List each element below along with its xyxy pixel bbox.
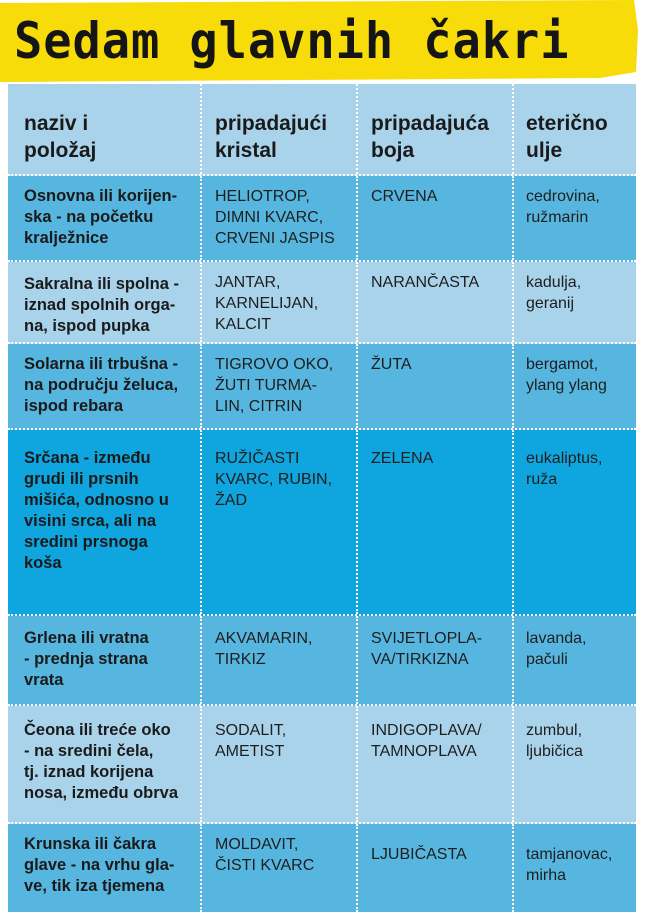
table-row bbox=[8, 344, 636, 430]
color-cell: ZELENA bbox=[356, 430, 512, 614]
color-cell: INDIGOPLAVA/ TAMNOPLAVA bbox=[356, 706, 512, 822]
crystal-cell: MOLDAVIT, ČISTI KVARC bbox=[200, 824, 356, 912]
chakra-name-cell: Sakralna ili spolna - iznad spolnih orga- na, ispod pupka bbox=[24, 275, 179, 335]
crystal-cell: HELIOTROP, DIMNI KVARC, CRVENI JASPIS bbox=[200, 176, 356, 260]
table-row bbox=[8, 176, 636, 262]
chakra-name-cell: Srčana - između grudi ili prsnih mišića, odnosno u visini srca, ali na sredini prsnoga koša bbox=[24, 449, 169, 572]
color-cell: SVIJETLOPLA- VA/TIRKIZNA bbox=[356, 616, 512, 704]
oil-cell: kadulja, geranij bbox=[512, 262, 636, 342]
oil-cell: zumbul, ljubičica bbox=[512, 706, 636, 822]
crystal-cell: JANTAR, KARNELIJAN, KALCIT bbox=[200, 262, 356, 342]
color-cell: LJUBIČASTA bbox=[356, 824, 512, 912]
color-cell: NARANČASTA bbox=[356, 262, 512, 342]
color-cell: CRVENA bbox=[356, 176, 512, 260]
table-row bbox=[8, 824, 636, 912]
table-header-row bbox=[8, 84, 636, 176]
chakra-name-cell: Osnovna ili korijen- ska - na početku kralježnice bbox=[24, 187, 178, 247]
oil-cell: bergamot, ylang ylang bbox=[512, 344, 636, 428]
color-cell: ŽUTA bbox=[356, 344, 512, 428]
title-banner bbox=[0, 0, 646, 82]
page-title: Sedam glavnih čakri bbox=[14, 12, 570, 70]
header-color: pripadajuća boja bbox=[356, 84, 512, 174]
crystal-cell: SODALIT, AMETIST bbox=[200, 706, 356, 822]
oil-cell: lavanda, pačuli bbox=[512, 616, 636, 704]
table-row bbox=[8, 262, 636, 344]
crystal-cell: TIGROVO OKO, ŽUTI TURMA- LIN, CITRIN bbox=[200, 344, 356, 428]
crystal-cell: AKVAMARIN, TIRKIZ bbox=[200, 616, 356, 704]
chakra-name-cell: Solarna ili trbušna - na području želuca, ispod rebara bbox=[24, 355, 179, 415]
header-oil: eterično ulje bbox=[512, 84, 636, 174]
table-row bbox=[8, 430, 636, 616]
oil-cell: eukaliptus, ruža bbox=[512, 430, 636, 614]
chakra-name-cell: Grlena ili vratna - prednja strana vrata bbox=[24, 629, 149, 689]
oil-cell: cedrovina, ružmarin bbox=[512, 176, 636, 260]
header-name-position: naziv i položaj bbox=[24, 112, 97, 162]
header-crystal: pripadajući kristal bbox=[200, 84, 356, 174]
chakra-name-cell: Krunska ili čakra glave - na vrhu gla- ve, tik iza tjemena bbox=[24, 835, 175, 895]
crystal-cell: RUŽIČASTI KVARC, RUBIN, ŽAD bbox=[200, 430, 356, 614]
chakra-table bbox=[8, 84, 636, 912]
table-row bbox=[8, 616, 636, 706]
oil-cell: tamjanovac, mirha bbox=[512, 824, 636, 912]
table-row bbox=[8, 706, 636, 824]
chakra-name-cell: Čeona ili treće oko - na sredini čela, tj. iznad korijena nosa, između obrva bbox=[24, 721, 179, 802]
